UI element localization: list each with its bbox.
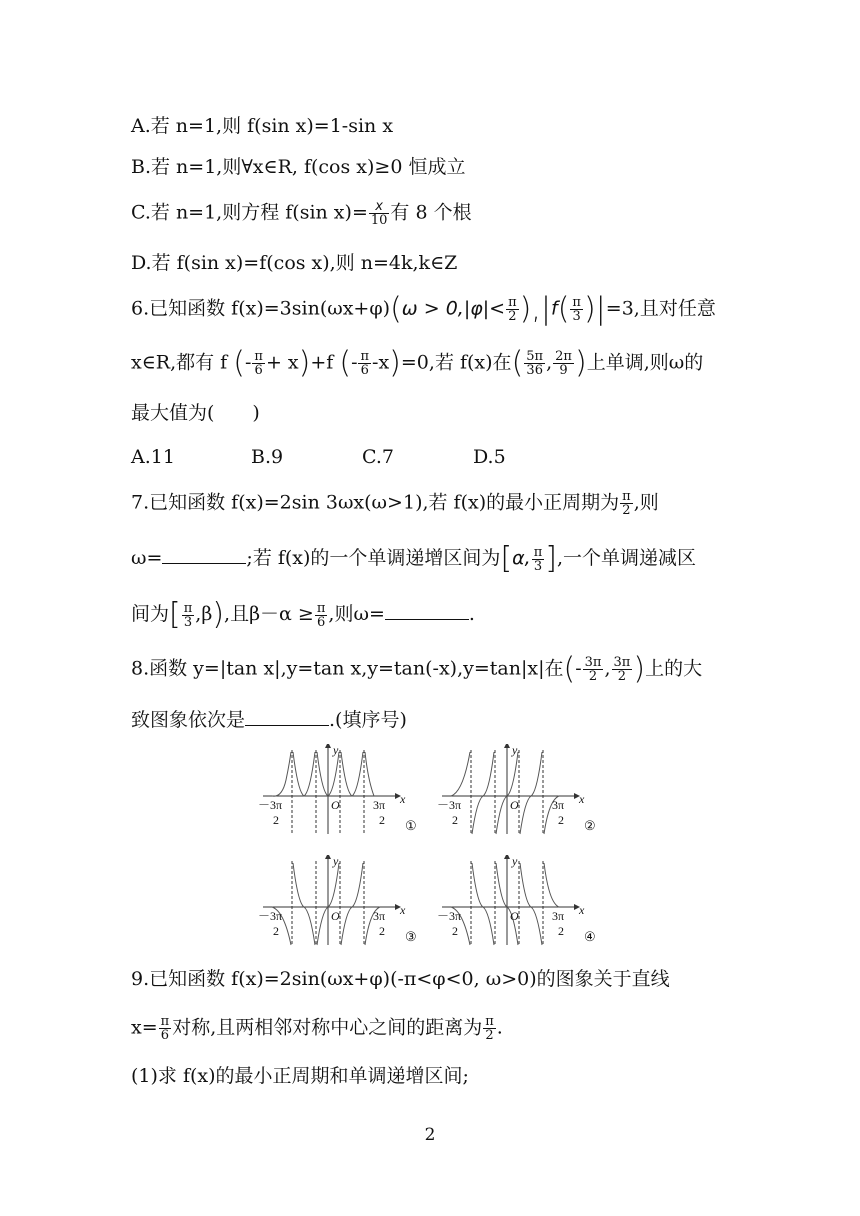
q8-text-2: 致图象依次是 xyxy=(131,709,246,731)
fraction-2pi-over-9: $\frac{2\pi}{9}$ xyxy=(555,349,572,378)
paren: ) xyxy=(633,651,646,687)
option-a-line: A.若 n=1,则 f(sin x)=1-sin x xyxy=(131,115,394,137)
paren: ) xyxy=(212,597,225,632)
neg-den-label: 2 xyxy=(452,924,458,938)
y-axis-label: y xyxy=(512,743,518,757)
fraction-x-over-10 xyxy=(369,200,390,227)
q6-text-2a: x∈R,都有 f xyxy=(131,351,228,374)
q6-condition: ω > 0,|φ|< xyxy=(401,297,506,320)
q6-text-2b: +f xyxy=(310,351,334,374)
x-axis-label: x xyxy=(579,903,585,917)
origin-label: O xyxy=(510,798,519,812)
question-8-line-2 xyxy=(131,707,407,732)
frac-num: x xyxy=(369,200,390,214)
fraction-pi-over-3: $\frac{\pi}{3}$ xyxy=(183,600,193,630)
fraction-pi-over-6: $\frac{\pi}{6}$ xyxy=(254,349,263,378)
pos-den-label: 2 xyxy=(558,813,564,827)
paren: )| xyxy=(583,291,606,327)
q7-omega: ω= xyxy=(131,547,163,569)
neg-3pi-label: －3π xyxy=(437,798,462,812)
question-7-line-3: 间为[ $\frac{\pi}{3}$ ,β),且β－α ≥ $\frac{\pi}{6}$ ,则ω= . xyxy=(131,597,475,632)
x-axis-label: x xyxy=(579,792,585,806)
x-axis-label: x xyxy=(400,792,406,806)
x-axis-label: x xyxy=(400,903,406,917)
answer-blank-1[interactable] xyxy=(162,545,246,564)
q7-text-3c: ,则ω= xyxy=(328,603,385,625)
q9-text-2a: x= xyxy=(131,1016,158,1039)
option-c-line xyxy=(131,200,472,227)
pos-3pi-label: 3π xyxy=(373,909,386,923)
fraction-pi-over-3: $\frac{\pi}{3}$ xyxy=(572,295,581,324)
paren: ( xyxy=(563,651,576,687)
q8-text-a: 8.函数 y=|tan x|,y=tan x,y=tan(-x),y=tan|x|在 xyxy=(131,657,564,680)
fraction-5pi-over-36: $\frac{5\pi}{36}$ xyxy=(526,349,544,378)
q7-text-3a: 间为 xyxy=(131,603,170,625)
choice-c: C.7 xyxy=(362,446,394,468)
y-axis-label: y xyxy=(333,743,339,757)
fraction-pi-over-6: $\frac{\pi}{6}$ xyxy=(360,349,370,378)
graph-3 xyxy=(258,855,424,949)
graph-1 xyxy=(258,744,424,838)
graph-number-label: ③ xyxy=(405,929,417,944)
neg-3pi-label: －3π xyxy=(437,909,462,923)
q6-text-2c: =0,若 f(x)在 xyxy=(400,351,512,374)
option-c-tail: 有 8 个根 xyxy=(390,201,472,224)
question-7-line-1 xyxy=(131,490,659,517)
abs-bar: | xyxy=(540,291,551,327)
y-axis-label: y xyxy=(333,854,339,868)
origin-label: O xyxy=(510,909,519,923)
paren: ) xyxy=(574,345,587,381)
origin-label: O xyxy=(331,798,340,812)
graph-number-label: ④ xyxy=(584,929,596,944)
q7-text-b: ,则 xyxy=(633,491,659,514)
paren: ( xyxy=(339,345,352,381)
origin-label: O xyxy=(331,909,340,923)
paren: ) xyxy=(298,345,311,381)
frac-den: 10 xyxy=(370,213,388,228)
answer-blank-2[interactable] xyxy=(385,601,469,620)
paren: ) xyxy=(389,345,401,381)
fraction-pi-over-2: $\frac{\pi}{2}$ xyxy=(508,295,517,324)
pos-3pi-label: 3π xyxy=(552,909,565,923)
q6-text-c: =3,且对任意 xyxy=(605,297,716,320)
q8-text-2b: .(填序号) xyxy=(329,709,407,731)
fraction-pi-over-6: $\frac{\pi}{6}$ xyxy=(316,600,326,630)
bracket: [ xyxy=(169,597,181,632)
graph-number-label: ① xyxy=(405,818,417,833)
y-axis-label: y xyxy=(512,854,518,868)
fraction-pi-over-2: $\frac{\pi}{2}$ xyxy=(622,489,631,518)
pos-den-label: 2 xyxy=(558,924,564,938)
paren: ( xyxy=(233,345,245,381)
fraction-pi-over-2: $\frac{\pi}{2}$ xyxy=(485,1014,494,1043)
q7-text-3b: ,且β－α ≥ xyxy=(224,603,314,625)
neg-den-label: 2 xyxy=(452,813,458,827)
q6-text-a: 6.已知函数 f(x)=3sin(ωx+φ) xyxy=(131,297,391,320)
answer-blank-3[interactable] xyxy=(245,707,329,726)
fraction-pi-over-6: $\frac{\pi}{6}$ xyxy=(160,1014,170,1043)
pos-3pi-label: 3π xyxy=(552,798,565,812)
choice-a: A.11 xyxy=(131,446,175,468)
pos-den-label: 2 xyxy=(379,924,385,938)
neg-3pi-label: －3π xyxy=(258,798,283,812)
q7-text-a: 7.已知函数 f(x)=2sin 3ωx(ω>1),若 f(x)的最小正周期为 xyxy=(131,491,620,514)
question-7-line-2 xyxy=(131,541,697,576)
question-6-line-2: x∈R,都有 f (- $\frac{\pi}{6}$ + x)+f (- $\frac{\pi}{6}$ -x)=0,若 f(x)在( $\frac{5\pi}{36}$ , $\frac{2\pi}{9}$ )上单调,则ω的 xyxy=(131,345,704,381)
graph-number-label: ② xyxy=(584,818,596,833)
neg-den-label: 2 xyxy=(273,924,279,938)
paren: ( xyxy=(390,291,402,327)
choice-b: B.9 xyxy=(251,446,284,468)
choice-d: D.5 xyxy=(473,446,506,468)
bracket: [ xyxy=(500,541,513,576)
neg-3pi-label: －3π xyxy=(258,909,283,923)
option-c-text: C.若 n=1,则方程 f(sin x)= xyxy=(131,201,368,224)
bracket: ] xyxy=(545,541,557,576)
fraction-3pi-over-2: $\frac{3\pi}{2}$ xyxy=(584,655,602,684)
paren: ), xyxy=(519,291,541,327)
question-9-part-1: (1)求 f(x)的最小正周期和单调递增区间; xyxy=(131,1065,469,1087)
fraction-pi-over-3: $\frac{\pi}{3}$ xyxy=(533,544,543,574)
fraction-3pi-over-2: $\frac{3\pi}{2}$ xyxy=(613,655,631,684)
graph-4 xyxy=(437,855,603,949)
alpha-symbol: α, xyxy=(512,547,531,569)
f-symbol: f xyxy=(551,297,558,320)
graph-2 xyxy=(437,744,603,838)
paren: ( xyxy=(557,291,570,327)
question-6-line-1 xyxy=(131,291,716,327)
page-number: 2 xyxy=(424,1125,436,1145)
question-9-line-2: x= $\frac{\pi}{6}$ 对称,且两相邻对称中心之间的距离为 $\frac{\pi}{2}$ . xyxy=(131,1014,503,1043)
pos-3pi-label: 3π xyxy=(373,798,386,812)
q6-text-2d: 上单调,则ω的 xyxy=(586,351,704,374)
q7-text-2b: ;若 f(x)的一个单调递增区间为 xyxy=(246,547,501,569)
question-9-line-1: 9.已知函数 f(x)=2sin(ωx+φ)(-π<φ<0, ω>0)的图象关于直线 xyxy=(131,968,670,990)
q7-text-2c: ,一个单调递减区 xyxy=(557,547,697,569)
question-6-line-3: 最大值为( ) xyxy=(131,402,260,424)
question-8-line-1: 8.函数 y=|tan x|,y=tan x,y=tan(-x),y=tan|x|在(- $\frac{3\pi}{2}$ , $\frac{3\pi}{2}$ )上的大 xyxy=(131,651,703,687)
pos-den-label: 2 xyxy=(379,813,385,827)
neg-den-label: 2 xyxy=(273,813,279,827)
paren: ( xyxy=(511,345,524,381)
option-b-line: B.若 n=1,则∀x∈R, f(cos x)≥0 恒成立 xyxy=(131,156,466,178)
q9-text-2b: 对称,且两相邻对称中心之间的距离为 xyxy=(172,1016,483,1039)
q8-text-b: 上的大 xyxy=(645,657,703,680)
option-d-line: D.若 f(sin x)=f(cos x),则 n=4k,k∈Z xyxy=(131,252,458,274)
